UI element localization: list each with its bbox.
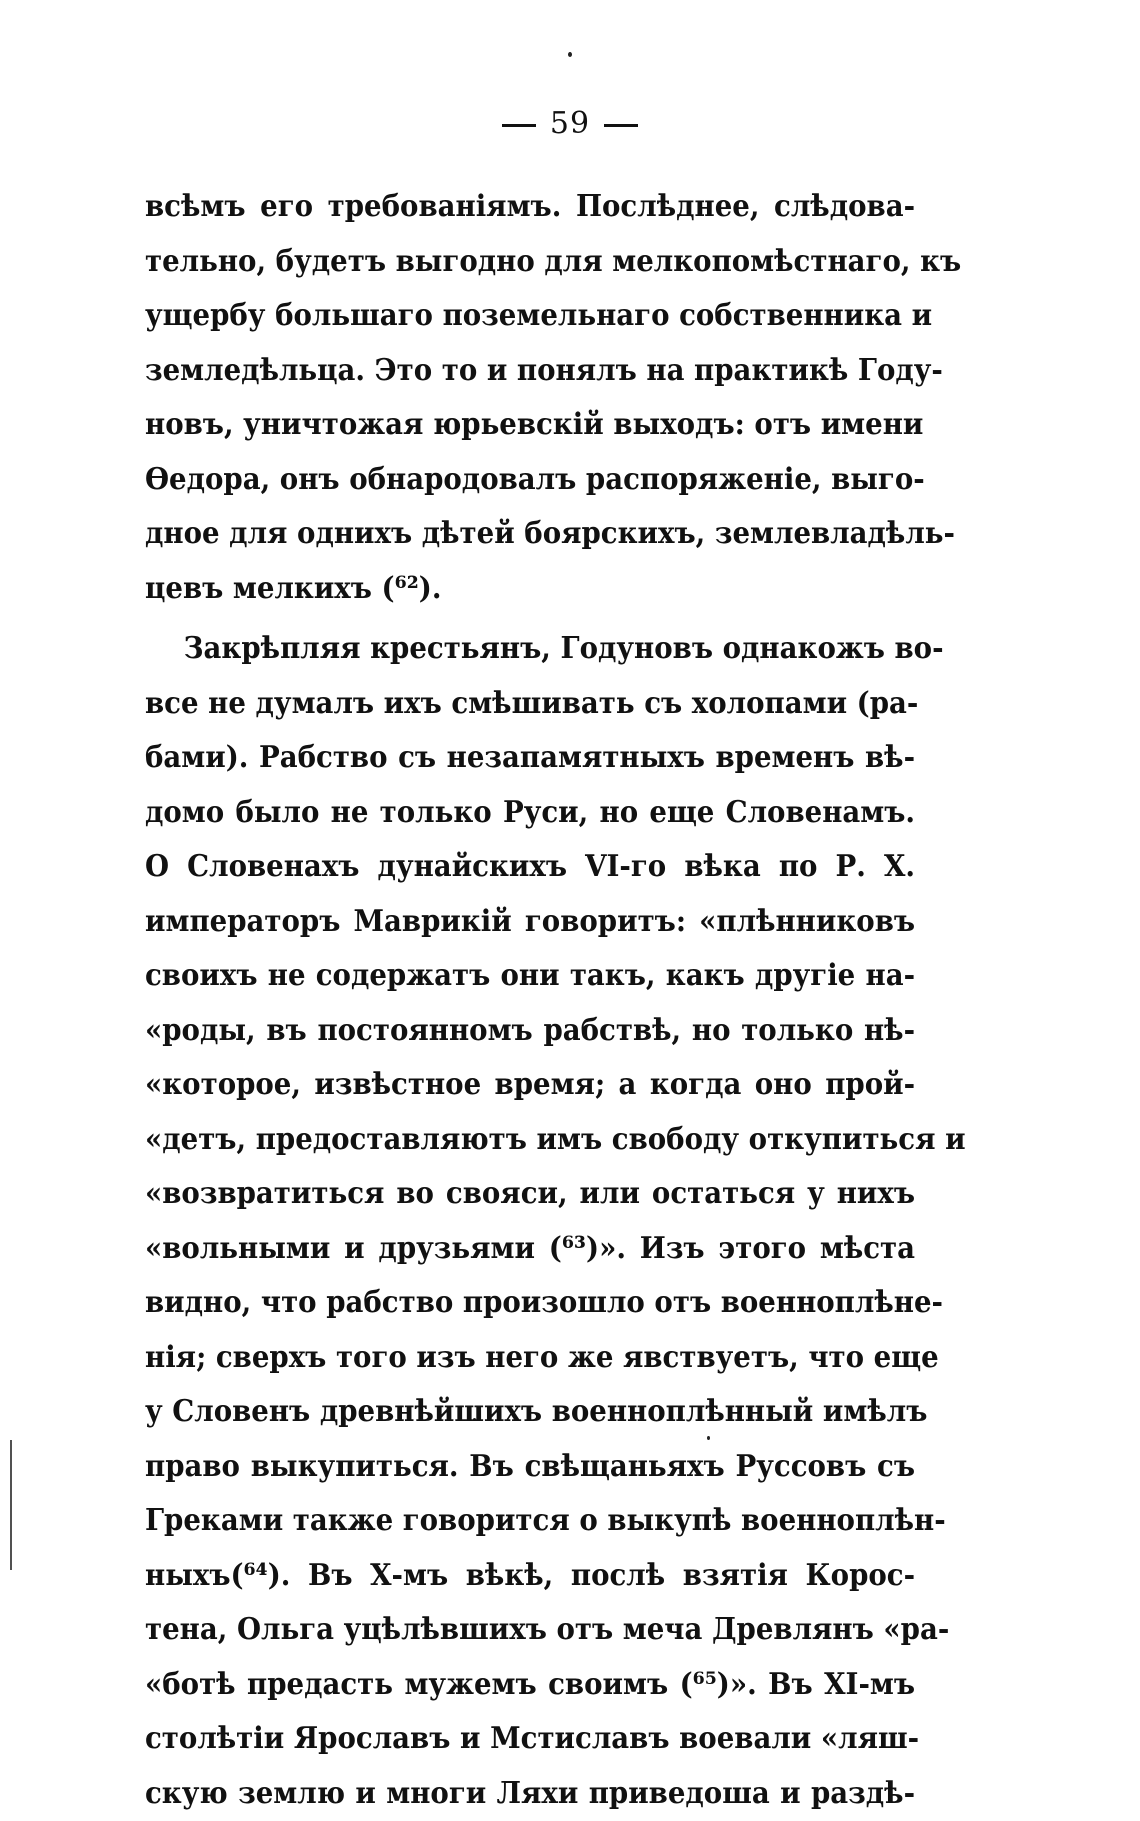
paragraph-1	[145, 180, 915, 616]
text-line: «роды, въ постоянномъ рабствѣ, но только нѣ-	[145, 1004, 915, 1059]
text-line: цевъ мелкихъ (⁶²).	[145, 562, 915, 617]
text-line: бами). Рабство съ незапамятныхъ временъ вѣ-	[145, 731, 915, 786]
text-line: столѣтіи Ярославъ и Мстиславъ воевали «ляш-	[145, 1712, 915, 1767]
text-line: О Словенахъ дунайскихъ VI-го вѣка по Р. Х.	[145, 840, 915, 895]
page-number-value: 59	[550, 106, 590, 141]
ink-speck	[568, 52, 572, 57]
text-line: нія; сверхъ того изъ него же явствуетъ, что еще	[145, 1331, 915, 1386]
text-line: ныхъ(⁶⁴). Въ Х-мъ вѣкѣ, послѣ взятія Корос-	[145, 1549, 915, 1604]
text-line: земледѣльца. Это то и понялъ на практикѣ Году-	[145, 344, 915, 399]
text-line: ущербу большаго поземельнаго собственника и	[145, 289, 915, 344]
text-line: «детъ, предоставляютъ имъ свободу откупиться и	[145, 1113, 915, 1168]
text-line: видно, что рабство произошло отъ военноплѣне-	[145, 1276, 915, 1331]
page-body-text	[145, 180, 915, 1821]
text-line: тельно, будетъ выгодно для мелкопомѣстнаго, къ	[145, 235, 915, 290]
text-line: Ѳедора, онъ обнародовалъ распоряженіе, выго-	[145, 453, 915, 508]
text-line: «которое, извѣстное время; а когда оно прой-	[145, 1058, 915, 1113]
text-line: право выкупиться. Въ свѣщаньяхъ Руссовъ съ	[145, 1440, 915, 1495]
text-line: новъ, уничтожая юрьевскій выходъ: отъ имени	[145, 398, 915, 453]
text-line: «вольными и друзьями (⁶³)». Изъ этого мѣста	[145, 1222, 915, 1277]
text-line: домо было не только Руси, но еще Словенамъ.	[145, 786, 915, 841]
text-line: Греками также говорится о выкупѣ военноплѣн-	[145, 1494, 915, 1549]
text-line: «ботѣ предасть мужемъ своимъ (⁶⁵)». Въ XI-мъ	[145, 1658, 915, 1713]
text-line: все не думалъ ихъ смѣшивать съ холопами (ра-	[145, 677, 915, 732]
text-line: тена, Ольга уцѣлѣвшихъ отъ меча Древлянъ «ра-	[145, 1603, 915, 1658]
text-line: всѣмъ его требованіямъ. Послѣднее, слѣдова-	[145, 180, 915, 235]
text-line: Закрѣпляя крестьянъ, Годуновъ однакожъ во-	[145, 622, 915, 677]
text-line: «возвратиться во свояси, или остаться у нихъ	[145, 1167, 915, 1222]
text-line: скую землю и многи Ляхи приведоша и раздѣ-	[145, 1767, 915, 1821]
paragraph-2	[145, 622, 915, 1821]
text-line: императоръ Маврикій говоритъ: «плѣнниковъ	[145, 895, 915, 950]
scan-edge-mark	[10, 1440, 12, 1570]
left-dash	[502, 124, 536, 127]
right-dash	[604, 124, 638, 127]
text-line: своихъ не содержатъ они такъ, какъ другіе на-	[145, 949, 915, 1004]
page-number	[0, 106, 1140, 141]
text-line: дное для однихъ дѣтей боярскихъ, землевладѣль-	[145, 507, 915, 562]
text-line: у Словенъ древнѣйшихъ военноплѣнный имѣлъ	[145, 1385, 915, 1440]
